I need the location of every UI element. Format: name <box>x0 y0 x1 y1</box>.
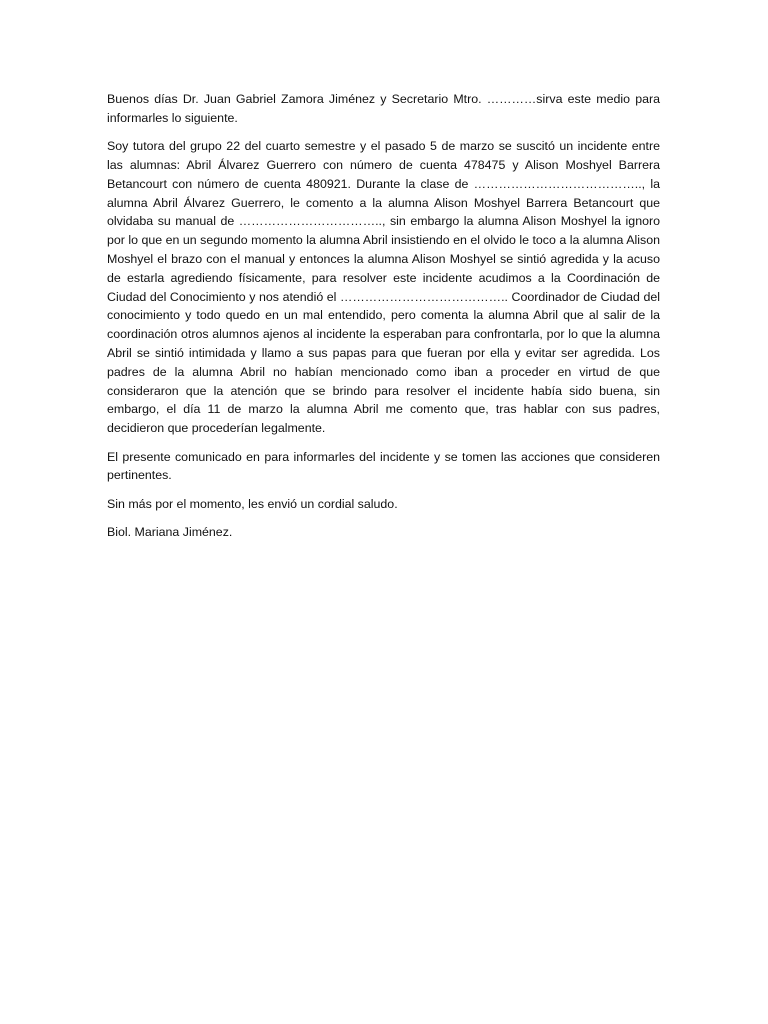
incident-paragraph: Soy tutora del grupo 22 del cuarto semestre y el pasado 5 de marzo se suscitó un incidente entre las alumnas: Abril Álvarez Guerrero con número de cuenta 478475 y Alison Moshyel Barrera Betancourt con número de cuenta 480921. Durante la clase de ………………………………….., la alumna Abril Álvarez Guerrero, le comento a la alumna Alison Moshyel Barrera Betancourt que olvidaba su manual de …………………………….., sin embargo la alumna Alison Moshyel la ignoro por lo que en un segundo momento la alumna Abril insistiendo en el olvido le toco a la alumna Alison Moshyel el brazo con el manual y entonces la alumna Alison Moshyel se sintió agredida y la acuso de estarla agrediendo físicamente, para resolver este incidente acudimos a la Coordinación de Ciudad del Conocimiento y nos atendió el ………………………………….. Coordinador de Ciudad del conocimiento y todo quedo en un mal entendido, pero comenta la alumna Abril que al salir de la coordinación otros alumnos ajenos al incidente la esperaban para confrontarla, por lo que la alumna Abril se sintió intimidada y llamo a sus papas para que fueran por ella y evitar ser agredida. Los padres de la alumna Abril no habían mencionado como iban a proceder en virtud de que consideraron que la atención que se brindo para resolver el incidente había sido buena, sin embargo, el día 11 de marzo la alumna Abril me comento que, tras hablar con sus padres, decidieron que procederían legalmente. <box>107 139 660 436</box>
statement-paragraph: El presente comunicado en para informarles del incidente y se tomen las acciones que consideren pertinentes. <box>107 449 660 483</box>
greeting-paragraph: Buenos días Dr. Juan Gabriel Zamora Jiménez y Secretario Mtro. …………sirva este medio para informarles lo siguiente. <box>107 92 660 125</box>
closing-paragraph: Sin más por el momento, les envió un cordial saludo. <box>107 496 398 511</box>
signature: Biol. Mariana Jiménez. <box>107 525 233 540</box>
letter-page <box>107 90 660 552</box>
